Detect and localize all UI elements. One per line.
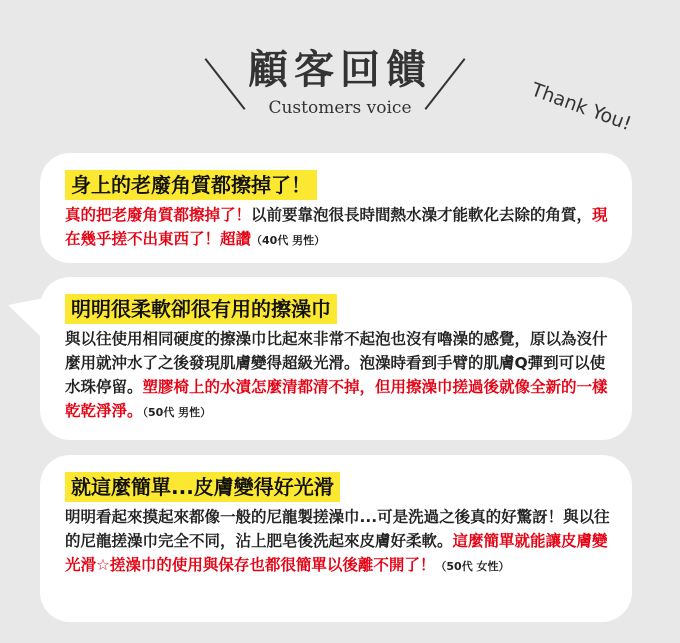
review-body (65, 505, 610, 579)
review-headline: 就這麼簡單...皮膚變得好光滑 (65, 472, 340, 502)
page-subtitle: Customers voice (268, 98, 412, 118)
review-text: 明明看起來摸起來都像一般的尼龍製搓澡巾...可是洗過之後真的好驚訝！與以往的尼龍搓澡巾完全不同，沾上肥皂後洗起來皮膚好柔軟。 (65, 508, 610, 550)
page-title: 顧客回饋 (248, 47, 432, 93)
reviewer-signature: （50代 女性） (435, 560, 510, 573)
review-card (40, 455, 632, 622)
header (0, 0, 680, 136)
review-text: 以前要靠泡很長時間熱水澡才能軟化去除的角質， (251, 206, 593, 224)
review-card (40, 277, 632, 440)
review-headline: 明明很柔軟卻很有用的擦澡巾 (65, 294, 337, 324)
review-card (40, 153, 632, 263)
highlighted-text: 現在幾乎搓不出東西了！超讚 (65, 206, 608, 248)
highlighted-text: 這麼簡單就能讓皮膚變光滑☆搓澡巾的使用與保存也都很簡單以後離不開了！ (65, 532, 608, 574)
review-text: 與以往使用相同硬度的擦澡巾比起來非常不起泡也沒有嚕澡的感覺，原以為沒什麼用就沖水了之後發現肌膚變得超級光滑。泡澡時看到手臂的肌膚Q彈到可以使水珠停留。 (65, 330, 608, 396)
reviewer-signature: （40代 男性） (251, 234, 326, 247)
review-body (65, 203, 610, 253)
thank-you-text: Thank You! (528, 78, 635, 136)
review-headline: 身上的老廢角質都擦掉了！ (65, 170, 317, 200)
reviewer-signature: （50代 男性） (142, 406, 212, 419)
highlighted-text: 塑膠椅上的水漬怎麼清都清不掉，但用擦澡巾搓過後就像全新的一樣乾乾淨淨。 (65, 378, 608, 420)
review-body (65, 327, 610, 425)
highlighted-text: 真的把老廢角質都擦掉了！ (65, 206, 252, 224)
